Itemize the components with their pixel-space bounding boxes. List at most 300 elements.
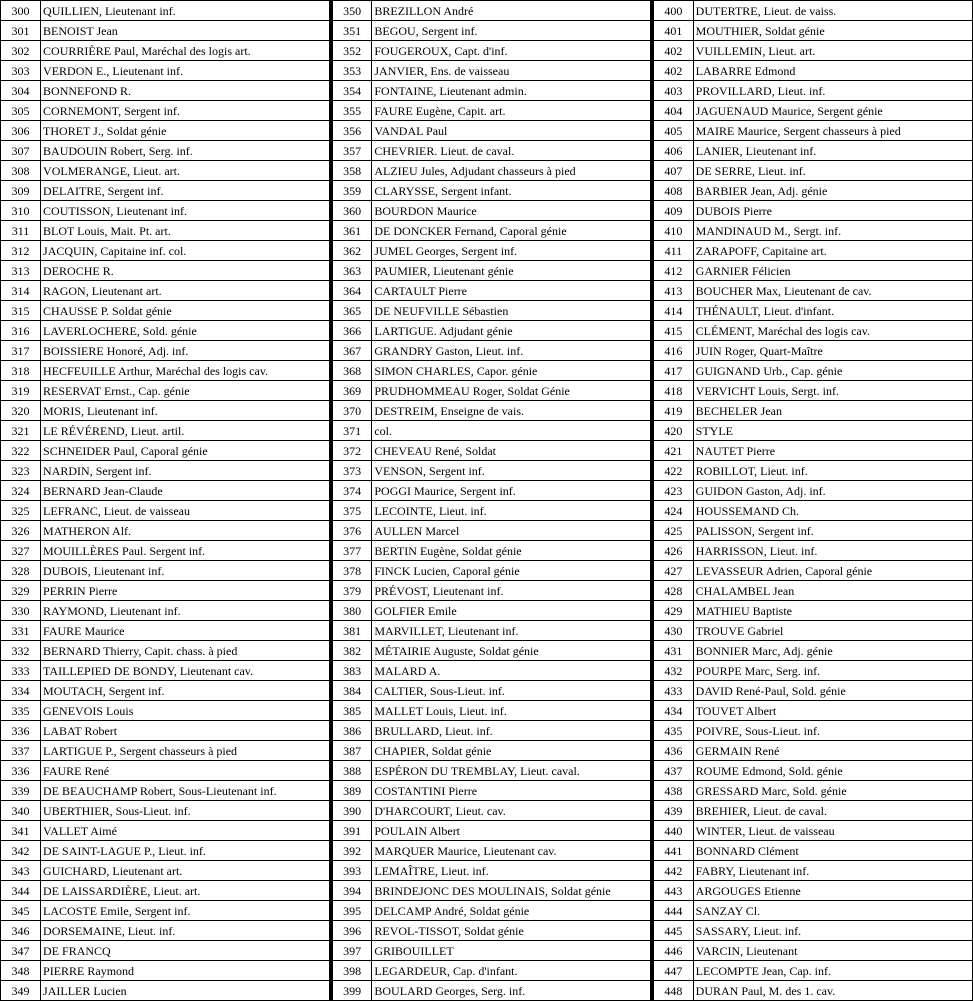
entry-number: 328	[1, 561, 41, 581]
entry-name: GUIGNAND Urb., Cap. génie	[693, 361, 972, 381]
entry-number: 337	[1, 741, 41, 761]
table-row	[1, 121, 973, 141]
table-row	[1, 641, 973, 661]
entry-name: BERTIN Eugène, Soldat génie	[372, 541, 651, 561]
entry-number: 315	[1, 301, 41, 321]
entry-number: 377	[332, 541, 372, 561]
entry-name: FABRY, Lieutenant inf.	[693, 861, 972, 881]
entry-number: 444	[653, 901, 693, 921]
entry-number: 336	[1, 761, 41, 781]
entry-number: 320	[1, 401, 41, 421]
entry-name: DUTERTRE, Lieut. de vaiss.	[693, 1, 972, 21]
entry-name: LEMAÎTRE, Lieut. inf.	[372, 861, 651, 881]
entry-number: 388	[332, 761, 372, 781]
table-row	[1, 961, 973, 981]
entry-number: 300	[1, 1, 41, 21]
entry-name: LABARRE Edmond	[693, 61, 972, 81]
entry-number: 404	[653, 101, 693, 121]
entry-name: BEGOU, Sergent inf.	[372, 21, 651, 41]
table-row	[1, 341, 973, 361]
entry-number: 302	[1, 41, 41, 61]
entry-number: 334	[1, 681, 41, 701]
table-row	[1, 521, 973, 541]
entry-name: GUIDON Gaston, Adj. inf.	[693, 481, 972, 501]
entry-name: HARRISSON, Lieut. inf.	[693, 541, 972, 561]
entry-number: 413	[653, 281, 693, 301]
entry-number: 428	[653, 581, 693, 601]
entry-name: MARVILLET, Lieutenant inf.	[372, 621, 651, 641]
entry-name: LARTIGUE P., Sergent chasseurs à pied	[41, 741, 330, 761]
entry-name: FAURE René	[41, 761, 330, 781]
entry-number: 301	[1, 21, 41, 41]
entry-number: 366	[332, 321, 372, 341]
table-row	[1, 801, 973, 821]
table-row	[1, 901, 973, 921]
entry-name: SANZAY Cl.	[693, 901, 972, 921]
table-row	[1, 721, 973, 741]
entry-number: 439	[653, 801, 693, 821]
entry-name: ESPÉRON DU TREMBLAY, Lieut. caval.	[372, 761, 651, 781]
entry-name: REVOL-TISSOT, Soldat génie	[372, 921, 651, 941]
entry-number: 319	[1, 381, 41, 401]
entry-name: BOISSIERE Honoré, Adj. inf.	[41, 341, 330, 361]
table-row	[1, 81, 973, 101]
entry-name: LARTIGUE. Adjudant génie	[372, 321, 651, 341]
table-row	[1, 501, 973, 521]
entry-number: 384	[332, 681, 372, 701]
entry-number: 325	[1, 501, 41, 521]
entry-number: 400	[653, 1, 693, 21]
entry-number: 434	[653, 701, 693, 721]
entry-number: 403	[653, 81, 693, 101]
table-row	[1, 701, 973, 721]
entry-number: 393	[332, 861, 372, 881]
entry-name: MATHIEU Baptiste	[693, 601, 972, 621]
entry-name: CHALAMBEL Jean	[693, 581, 972, 601]
entry-number: 415	[653, 321, 693, 341]
entry-number: 402	[653, 41, 693, 61]
entry-name: SIMON CHARLES, Capor. génie	[372, 361, 651, 381]
entry-name: PROVILLARD, Lieut. inf.	[693, 81, 972, 101]
entry-number: 390	[332, 801, 372, 821]
entry-name: BONNARD Clément	[693, 841, 972, 861]
entry-number: 324	[1, 481, 41, 501]
entry-number: 309	[1, 181, 41, 201]
entry-number: 351	[332, 21, 372, 41]
entry-number: 414	[653, 301, 693, 321]
entry-name: ZARAPOFF, Capitaine art.	[693, 241, 972, 261]
entry-name: DE SAINT-LAGUE P., Lieut. inf.	[41, 841, 330, 861]
entry-number: 399	[332, 981, 372, 1001]
entry-number: 312	[1, 241, 41, 261]
entry-name: LEGARDEUR, Cap. d'infant.	[372, 961, 651, 981]
entry-name: ALZIEU Jules, Adjudant chasseurs à pied	[372, 161, 651, 181]
entry-number: 378	[332, 561, 372, 581]
entry-name: DAVID René-Paul, Sold. génie	[693, 681, 972, 701]
table-row	[1, 261, 973, 281]
entry-number: 381	[332, 621, 372, 641]
entry-name: POULAIN Albert	[372, 821, 651, 841]
entry-number: 373	[332, 461, 372, 481]
entry-name: GERMAIN René	[693, 741, 972, 761]
entry-name: ROUME Edmond, Sold. génie	[693, 761, 972, 781]
entry-name: LEFRANC, Lieut. de vaisseau	[41, 501, 330, 521]
entry-number: 411	[653, 241, 693, 261]
entry-name: LACOSTE Emile, Sergent inf.	[41, 901, 330, 921]
entry-number: 332	[1, 641, 41, 661]
entry-number: 357	[332, 141, 372, 161]
table-row	[1, 601, 973, 621]
entry-name: DORSEMAINE, Lieut. inf.	[41, 921, 330, 941]
entry-name: QUILLIEN, Lieutenant inf.	[41, 1, 330, 21]
table-row	[1, 361, 973, 381]
entry-name: TROUVE Gabriel	[693, 621, 972, 641]
entry-number: 316	[1, 321, 41, 341]
entry-number: 394	[332, 881, 372, 901]
entry-name: GRESSARD Marc, Sold. génie	[693, 781, 972, 801]
entry-name: GRANDRY Gaston, Lieut. inf.	[372, 341, 651, 361]
table-row	[1, 561, 973, 581]
entry-name: TOUVET Albert	[693, 701, 972, 721]
table-row	[1, 241, 973, 261]
entry-name: JUIN Roger, Quart-Maître	[693, 341, 972, 361]
entry-name: MARQUER Maurice, Lieutenant cav.	[372, 841, 651, 861]
table-row	[1, 461, 973, 481]
entry-name: VALLET Aimé	[41, 821, 330, 841]
entry-number: 346	[1, 921, 41, 941]
entry-number: 340	[1, 801, 41, 821]
entry-name: BOUCHER Max, Lieutenant de cav.	[693, 281, 972, 301]
entry-name: GUICHARD, Lieutenant art.	[41, 861, 330, 881]
table-row	[1, 781, 973, 801]
table-row	[1, 401, 973, 421]
entry-name: DE SERRE, Lieut. inf.	[693, 161, 972, 181]
entry-name: COSTANTINI Pierre	[372, 781, 651, 801]
entry-number: 327	[1, 541, 41, 561]
entry-name: DE NEUFVILLE Sébastien	[372, 301, 651, 321]
table-row	[1, 41, 973, 61]
table-row	[1, 861, 973, 881]
entry-number: 440	[653, 821, 693, 841]
entry-number: 372	[332, 441, 372, 461]
entry-number: 363	[332, 261, 372, 281]
entry-number: 307	[1, 141, 41, 161]
entry-name: CHEVRIER. Lieut. de caval.	[372, 141, 651, 161]
entry-number: 347	[1, 941, 41, 961]
entry-name: UBERTHIER, Sous-Lieut. inf.	[41, 801, 330, 821]
table-row	[1, 761, 973, 781]
entry-name: CHAPIER, Soldat génie	[372, 741, 651, 761]
entry-name: LABAT Robert	[41, 721, 330, 741]
entry-number: 420	[653, 421, 693, 441]
entry-number: 433	[653, 681, 693, 701]
entry-name: DESTREIM, Enseigne de vais.	[372, 401, 651, 421]
entry-number: 339	[1, 781, 41, 801]
entry-number: 326	[1, 521, 41, 541]
table-row	[1, 881, 973, 901]
table-row	[1, 921, 973, 941]
table-row	[1, 321, 973, 341]
entry-name: MOUTACH, Sergent inf.	[41, 681, 330, 701]
entry-number: 362	[332, 241, 372, 261]
entry-number: 335	[1, 701, 41, 721]
entry-number: 329	[1, 581, 41, 601]
entry-name: VERDON E., Lieutenant inf.	[41, 61, 330, 81]
entry-name: MAIRE Maurice, Sergent chasseurs à pied	[693, 121, 972, 141]
entry-number: 308	[1, 161, 41, 181]
entry-number: 321	[1, 421, 41, 441]
entry-name: FAURE Maurice	[41, 621, 330, 641]
entry-number: 427	[653, 561, 693, 581]
entry-number: 352	[332, 41, 372, 61]
entry-number: 317	[1, 341, 41, 361]
table-row	[1, 301, 973, 321]
entry-name: VARCIN, Lieutenant	[693, 941, 972, 961]
table-row	[1, 181, 973, 201]
entry-number: 365	[332, 301, 372, 321]
entry-name: BAUDOUIN Robert, Serg. inf.	[41, 141, 330, 161]
table-body	[1, 1, 973, 1001]
entry-number: 410	[653, 221, 693, 241]
entry-number: 382	[332, 641, 372, 661]
table-row	[1, 201, 973, 221]
entry-number: 344	[1, 881, 41, 901]
entry-name: CALTIER, Sous-Lieut. inf.	[372, 681, 651, 701]
entry-name: BLOT Louis, Mait. Pt. art.	[41, 221, 330, 241]
entry-name: RAGON, Lieutenant art.	[41, 281, 330, 301]
entry-number: 375	[332, 501, 372, 521]
entry-number: 314	[1, 281, 41, 301]
entry-number: 323	[1, 461, 41, 481]
table-row	[1, 681, 973, 701]
entry-number: 395	[332, 901, 372, 921]
table-row	[1, 541, 973, 561]
entry-name: THORET J., Soldat génie	[41, 121, 330, 141]
entry-number: 343	[1, 861, 41, 881]
entry-number: 418	[653, 381, 693, 401]
entry-name: VUILLEMIN, Lieut. art.	[693, 41, 972, 61]
table-row	[1, 821, 973, 841]
entry-name: BRULLARD, Lieut. inf.	[372, 721, 651, 741]
entry-number: 341	[1, 821, 41, 841]
entry-number: 407	[653, 161, 693, 181]
entry-number: 405	[653, 121, 693, 141]
entry-name: CLÉMENT, Maréchal des logis cav.	[693, 321, 972, 341]
entry-name: DELCAMP André, Soldat génie	[372, 901, 651, 921]
table-row	[1, 281, 973, 301]
entry-name: BOULARD Georges, Serg. inf.	[372, 981, 651, 1001]
entry-name: COUTISSON, Lieutenant inf.	[41, 201, 330, 221]
table-row	[1, 421, 973, 441]
entry-name: ARGOUGES Etienne	[693, 881, 972, 901]
entry-name: NAUTET Pierre	[693, 441, 972, 461]
entry-name: DE FRANCQ	[41, 941, 330, 961]
entry-name: BRINDEJONC DES MOULINAIS, Soldat génie	[372, 881, 651, 901]
entry-name: LAVERLOCHERE, Sold. génie	[41, 321, 330, 341]
entry-number: 432	[653, 661, 693, 681]
entry-number: 424	[653, 501, 693, 521]
entry-number: 417	[653, 361, 693, 381]
entry-number: 345	[1, 901, 41, 921]
entry-number: 383	[332, 661, 372, 681]
table-row	[1, 381, 973, 401]
entry-name: LE RÉVÉREND, Lieut. artil.	[41, 421, 330, 441]
entry-name: POIVRE, Sous-Lieut. inf.	[693, 721, 972, 741]
entry-number: 311	[1, 221, 41, 241]
entry-number: 422	[653, 461, 693, 481]
entry-number: 353	[332, 61, 372, 81]
entry-name: DE BEAUCHAMP Robert, Sous-Lieutenant inf.	[41, 781, 330, 801]
entry-name: THÉNAULT, Lieut. d'infant.	[693, 301, 972, 321]
entry-number: 435	[653, 721, 693, 741]
entry-name: LANIER, Lieutenant inf.	[693, 141, 972, 161]
entry-number: 398	[332, 961, 372, 981]
entry-name: NARDIN, Sergent inf.	[41, 461, 330, 481]
entry-name: CLARYSSE, Sergent infant.	[372, 181, 651, 201]
entry-name: GENEVOIS Louis	[41, 701, 330, 721]
entry-number: 408	[653, 181, 693, 201]
table-row	[1, 581, 973, 601]
entry-name: HOUSSEMAND Ch.	[693, 501, 972, 521]
entry-name: DELAITRE, Sergent inf.	[41, 181, 330, 201]
entry-name: D'HARCOURT, Lieut. cav.	[372, 801, 651, 821]
entry-name: JAILLER Lucien	[41, 981, 330, 1001]
table-row	[1, 441, 973, 461]
entry-number: 431	[653, 641, 693, 661]
entry-name: JACQUIN, Capitaine inf. col.	[41, 241, 330, 261]
entry-name: ROBILLOT, Lieut. inf.	[693, 461, 972, 481]
entry-name: BREZILLON André	[372, 1, 651, 21]
entry-number: 441	[653, 841, 693, 861]
entry-name: CORNEMONT, Sergent inf.	[41, 101, 330, 121]
entry-name: VERVICHT Louis, Sergt. inf.	[693, 381, 972, 401]
entry-name: VOLMERANGE, Lieut. art.	[41, 161, 330, 181]
entry-number: 443	[653, 881, 693, 901]
entry-name: DE LAISSARDIÈRE, Lieut. art.	[41, 881, 330, 901]
entry-number: 447	[653, 961, 693, 981]
entry-number: 313	[1, 261, 41, 281]
table-row	[1, 1, 973, 21]
entry-name: RAYMOND, Lieutenant inf.	[41, 601, 330, 621]
entry-number: 385	[332, 701, 372, 721]
entry-name: CHAUSSE P. Soldat génie	[41, 301, 330, 321]
entry-name: MÉTAIRIE Auguste, Soldat génie	[372, 641, 651, 661]
entry-name: MOUTHIER, Soldat génie	[693, 21, 972, 41]
entry-number: 322	[1, 441, 41, 461]
entry-name: POGGI Maurice, Sergent inf.	[372, 481, 651, 501]
table-row	[1, 981, 973, 1001]
entry-name: PALISSON, Sergent inf.	[693, 521, 972, 541]
entry-number: 361	[332, 221, 372, 241]
entry-number: 445	[653, 921, 693, 941]
table-row	[1, 481, 973, 501]
entry-number: 429	[653, 601, 693, 621]
entry-name: PRUDHOMMEAU Roger, Soldat Génie	[372, 381, 651, 401]
entry-name: VENSON, Sergent inf.	[372, 461, 651, 481]
entry-name: MORIS, Lieutenant inf.	[41, 401, 330, 421]
entry-name: DUBOIS, Lieutenant inf.	[41, 561, 330, 581]
entry-number: 412	[653, 261, 693, 281]
entry-number: 303	[1, 61, 41, 81]
entry-name: MATHERON Alf.	[41, 521, 330, 541]
entry-number: 349	[1, 981, 41, 1001]
entry-number: 446	[653, 941, 693, 961]
entry-number: 336	[1, 721, 41, 741]
entry-name: BERNARD Thierry, Capit. chass. à pied	[41, 641, 330, 661]
entry-number: 387	[332, 741, 372, 761]
entry-name: BREHIER, Lieut. de caval.	[693, 801, 972, 821]
entry-number: 358	[332, 161, 372, 181]
entry-name: FONTAINE, Lieutenant admin.	[372, 81, 651, 101]
entry-number: 425	[653, 521, 693, 541]
entry-number: 406	[653, 141, 693, 161]
entry-number: 376	[332, 521, 372, 541]
entry-name: GRIBOUILLET	[372, 941, 651, 961]
entry-number: 396	[332, 921, 372, 941]
entry-name: JAGUENAUD Maurice, Sergent génie	[693, 101, 972, 121]
entry-number: 369	[332, 381, 372, 401]
entry-name: LECOMPTE Jean, Cap. inf.	[693, 961, 972, 981]
entry-number: 305	[1, 101, 41, 121]
entry-number: 360	[332, 201, 372, 221]
entry-name: PRÉVOST, Lieutenant inf.	[372, 581, 651, 601]
entry-name: WINTER, Lieut. de vaisseau	[693, 821, 972, 841]
entry-number: 374	[332, 481, 372, 501]
entry-number: 306	[1, 121, 41, 141]
entry-number: 389	[332, 781, 372, 801]
entry-number: 386	[332, 721, 372, 741]
entry-name: MALLET Louis, Lieut. inf.	[372, 701, 651, 721]
entry-name: MANDINAUD M., Sergt. inf.	[693, 221, 972, 241]
entry-name: LECOINTE, Lieut. inf.	[372, 501, 651, 521]
entry-name: GARNIER Félicien	[693, 261, 972, 281]
entry-number: 318	[1, 361, 41, 381]
entry-name: JANVIER, Ens. de vaisseau	[372, 61, 651, 81]
entry-name: DEROCHE R.	[41, 261, 330, 281]
entry-number: 437	[653, 761, 693, 781]
entry-name: FOUGEROUX, Capt. d'inf.	[372, 41, 651, 61]
entry-number: 356	[332, 121, 372, 141]
entry-name: TAILLEPIED DE BONDY, Lieutenant cav.	[41, 661, 330, 681]
entry-name: MALARD A.	[372, 661, 651, 681]
entry-number: 371	[332, 421, 372, 441]
entry-name: PAUMIER, Lieutenant génie	[372, 261, 651, 281]
table-row	[1, 161, 973, 181]
entry-name: BONNEFOND R.	[41, 81, 330, 101]
entry-number: 438	[653, 781, 693, 801]
table-row	[1, 221, 973, 241]
entry-number: 342	[1, 841, 41, 861]
entry-number: 330	[1, 601, 41, 621]
entry-number: 436	[653, 741, 693, 761]
entry-name: MOUILLÈRES Paul. Sergent inf.	[41, 541, 330, 561]
entry-name: AULLEN Marcel	[372, 521, 651, 541]
entry-number: 423	[653, 481, 693, 501]
entry-number: 370	[332, 401, 372, 421]
entry-name: BENOIST Jean	[41, 21, 330, 41]
entry-number: 430	[653, 621, 693, 641]
entry-number: 416	[653, 341, 693, 361]
entry-number: 359	[332, 181, 372, 201]
entry-number: 355	[332, 101, 372, 121]
entry-name: CHEVEAU René, Soldat	[372, 441, 651, 461]
entry-name: HECFEUILLE Arthur, Maréchal des logis cav.	[41, 361, 330, 381]
table-row	[1, 141, 973, 161]
entry-name: col.	[372, 421, 651, 441]
table-row	[1, 621, 973, 641]
table-row	[1, 661, 973, 681]
entry-number: 392	[332, 841, 372, 861]
